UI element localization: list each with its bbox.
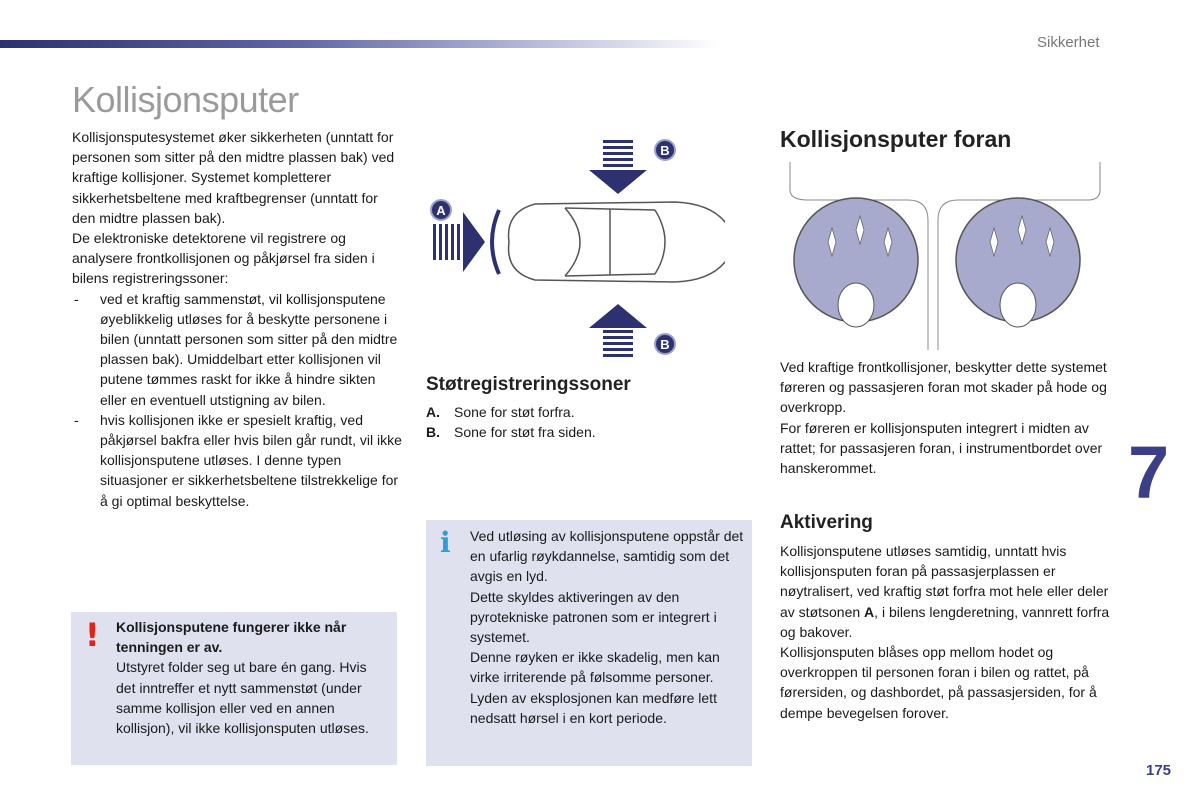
info-box: [426, 520, 752, 766]
bullet-text: ved et kraftig sammenstøt, vil kollisjonsputene øyeblikkelig utløses for å beskytte personene i bilen (unntatt personen som sitter på den midtre plassen bak). Umiddelbart etter kollisjonen vil putene tømmes raskt for ikke å hindre sikten eller en eventuell utstigning av bilen.: [100, 290, 398, 408]
car-top-view: [509, 202, 725, 282]
front-airbags-heading: Kollisjonsputer foran: [780, 126, 1012, 152]
front-airbags-illustration: [788, 160, 1102, 350]
activation-text-part: , i bilens lengderetning, vannrett forfra og bakover.: [780, 603, 1110, 640]
zone-text: Sone for støt forfra.: [454, 404, 575, 420]
page-number: 175: [1146, 762, 1172, 779]
front-paragraph-1: Ved kraftige frontkollisjoner, beskytter dette systemet føreren og passasjeren foran mot skader på hode og overkropp.: [780, 359, 1107, 416]
label-b-badge-top: [655, 140, 675, 160]
info-paragraph-1: Ved utløsing av kollisjonsputene oppstår det en ufarlig røykdannelse, samtidig som det avgis en lyd.: [470, 528, 744, 585]
bullet-dash: -: [74, 290, 79, 307]
intro-paragraph-1: Kollisjonsputesystemet øker sikkerheten (unntatt for personen som sitter på den midtre plassen bak) ved kraftige kollisjoner. Systemet kompletterer sikkerhetsbeltene med kraftbegrenser (unntatt for den midtre plassen bak).: [72, 129, 395, 226]
impact-zones-diagram: [425, 132, 725, 362]
warning-title: Kollisjonsputene fungerer ikke når tenningen er av.: [116, 619, 347, 656]
front-airbags-text: [780, 357, 1110, 478]
chapter-number: 7: [1128, 431, 1170, 514]
activation-text: [780, 541, 1115, 723]
header-gradient-bar: [0, 40, 720, 48]
bullet-dash: -: [74, 411, 79, 428]
activation-paragraph-1: [780, 541, 1115, 642]
intro-text: [72, 127, 402, 511]
info-icon: i: [440, 526, 451, 559]
list-item: [426, 402, 726, 422]
warning-box: [71, 612, 397, 765]
activation-heading: Aktivering: [780, 512, 873, 533]
zones-heading: Støtregistreringssoner: [426, 374, 631, 395]
info-paragraph-3: Denne røyken er ikke skadelig, men kan virke irriterende på følsomme personer. Lyden av eksplosjonen kan medføre lett nedsatt hørsel i en kort periode.: [470, 649, 720, 726]
passenger-head: [1000, 283, 1036, 327]
intro-paragraph-2: De elektroniske detektorene vil registrere og analysere frontkollisjonen og påkjørsel fra siden i bilens registreringssoner:: [72, 230, 375, 287]
info-paragraph-2: Dette skyldes aktiveringen av den pyrotekniske patronen som er integrert i systemet.: [470, 588, 717, 646]
warning-icon: !: [85, 616, 100, 654]
list-item: [72, 410, 402, 511]
activation-paragraph-2: Kollisjonsputen blåses opp mellom hodet og overkroppen til personen foran i bilen og rattet, på førersiden, og dashbordet, på passasjersiden, for å dempe bevegelsen forover.: [780, 644, 1097, 721]
zone-key: B.: [426, 424, 440, 441]
bullet-text: hvis kollisjonen ikke er spesielt kraftig, ved påkjørsel bakfra eller hvis bilen går rundt, vil ikke kollisjonsputene utløses. I denne typen situasjoner er sikkerhetsbeltene tilstrekkelige for å gi optimal beskyttelse.: [100, 411, 402, 509]
activation-text-part: Kollisjonsputene utløses samtidig, unntatt hvis kollisjonsputen foran på passasjerplassen er nøytralisert, ved kraftig støt forfra mot hele eller deler av støtsonen: [780, 543, 1109, 620]
label-b: B: [660, 337, 670, 352]
zone-text: Sone for støt fra siden.: [454, 424, 596, 441]
front-impact-arrow: [433, 212, 485, 272]
driver-head: [838, 283, 874, 327]
front-paragraph-2: For føreren er kollisjonsputen integrert i midten av rattet; for passasjeren foran, i instrumentbordet over hanskerommet.: [780, 419, 1103, 477]
zone-a-ref: A: [864, 603, 875, 620]
zone-key: A.: [426, 404, 440, 420]
info-text: [470, 526, 750, 728]
section-label: Sikkerhet: [1037, 34, 1100, 51]
label-b: B: [660, 143, 670, 158]
intro-bullet-list: [72, 289, 402, 511]
zones-list: [426, 402, 726, 442]
front-zone-arc: [492, 210, 499, 274]
warning-text: [116, 617, 388, 738]
label-a-badge: [431, 200, 451, 220]
list-item: [426, 422, 726, 442]
side-impact-arrow-top: [589, 140, 647, 194]
label-a: A: [436, 203, 446, 218]
page-title: Kollisjonsputer: [72, 79, 299, 120]
label-b-badge-bottom: [655, 334, 675, 354]
list-item: [72, 289, 402, 410]
warning-body: Utstyret folder seg ut bare én gang. Hvis det inntreffer et nytt sammenstøt (under samme kollisjon eller ved en annen kollisjon), vil ikke kollisjonsputen utløses.: [116, 659, 369, 737]
side-impact-arrow-bottom: [589, 304, 647, 357]
